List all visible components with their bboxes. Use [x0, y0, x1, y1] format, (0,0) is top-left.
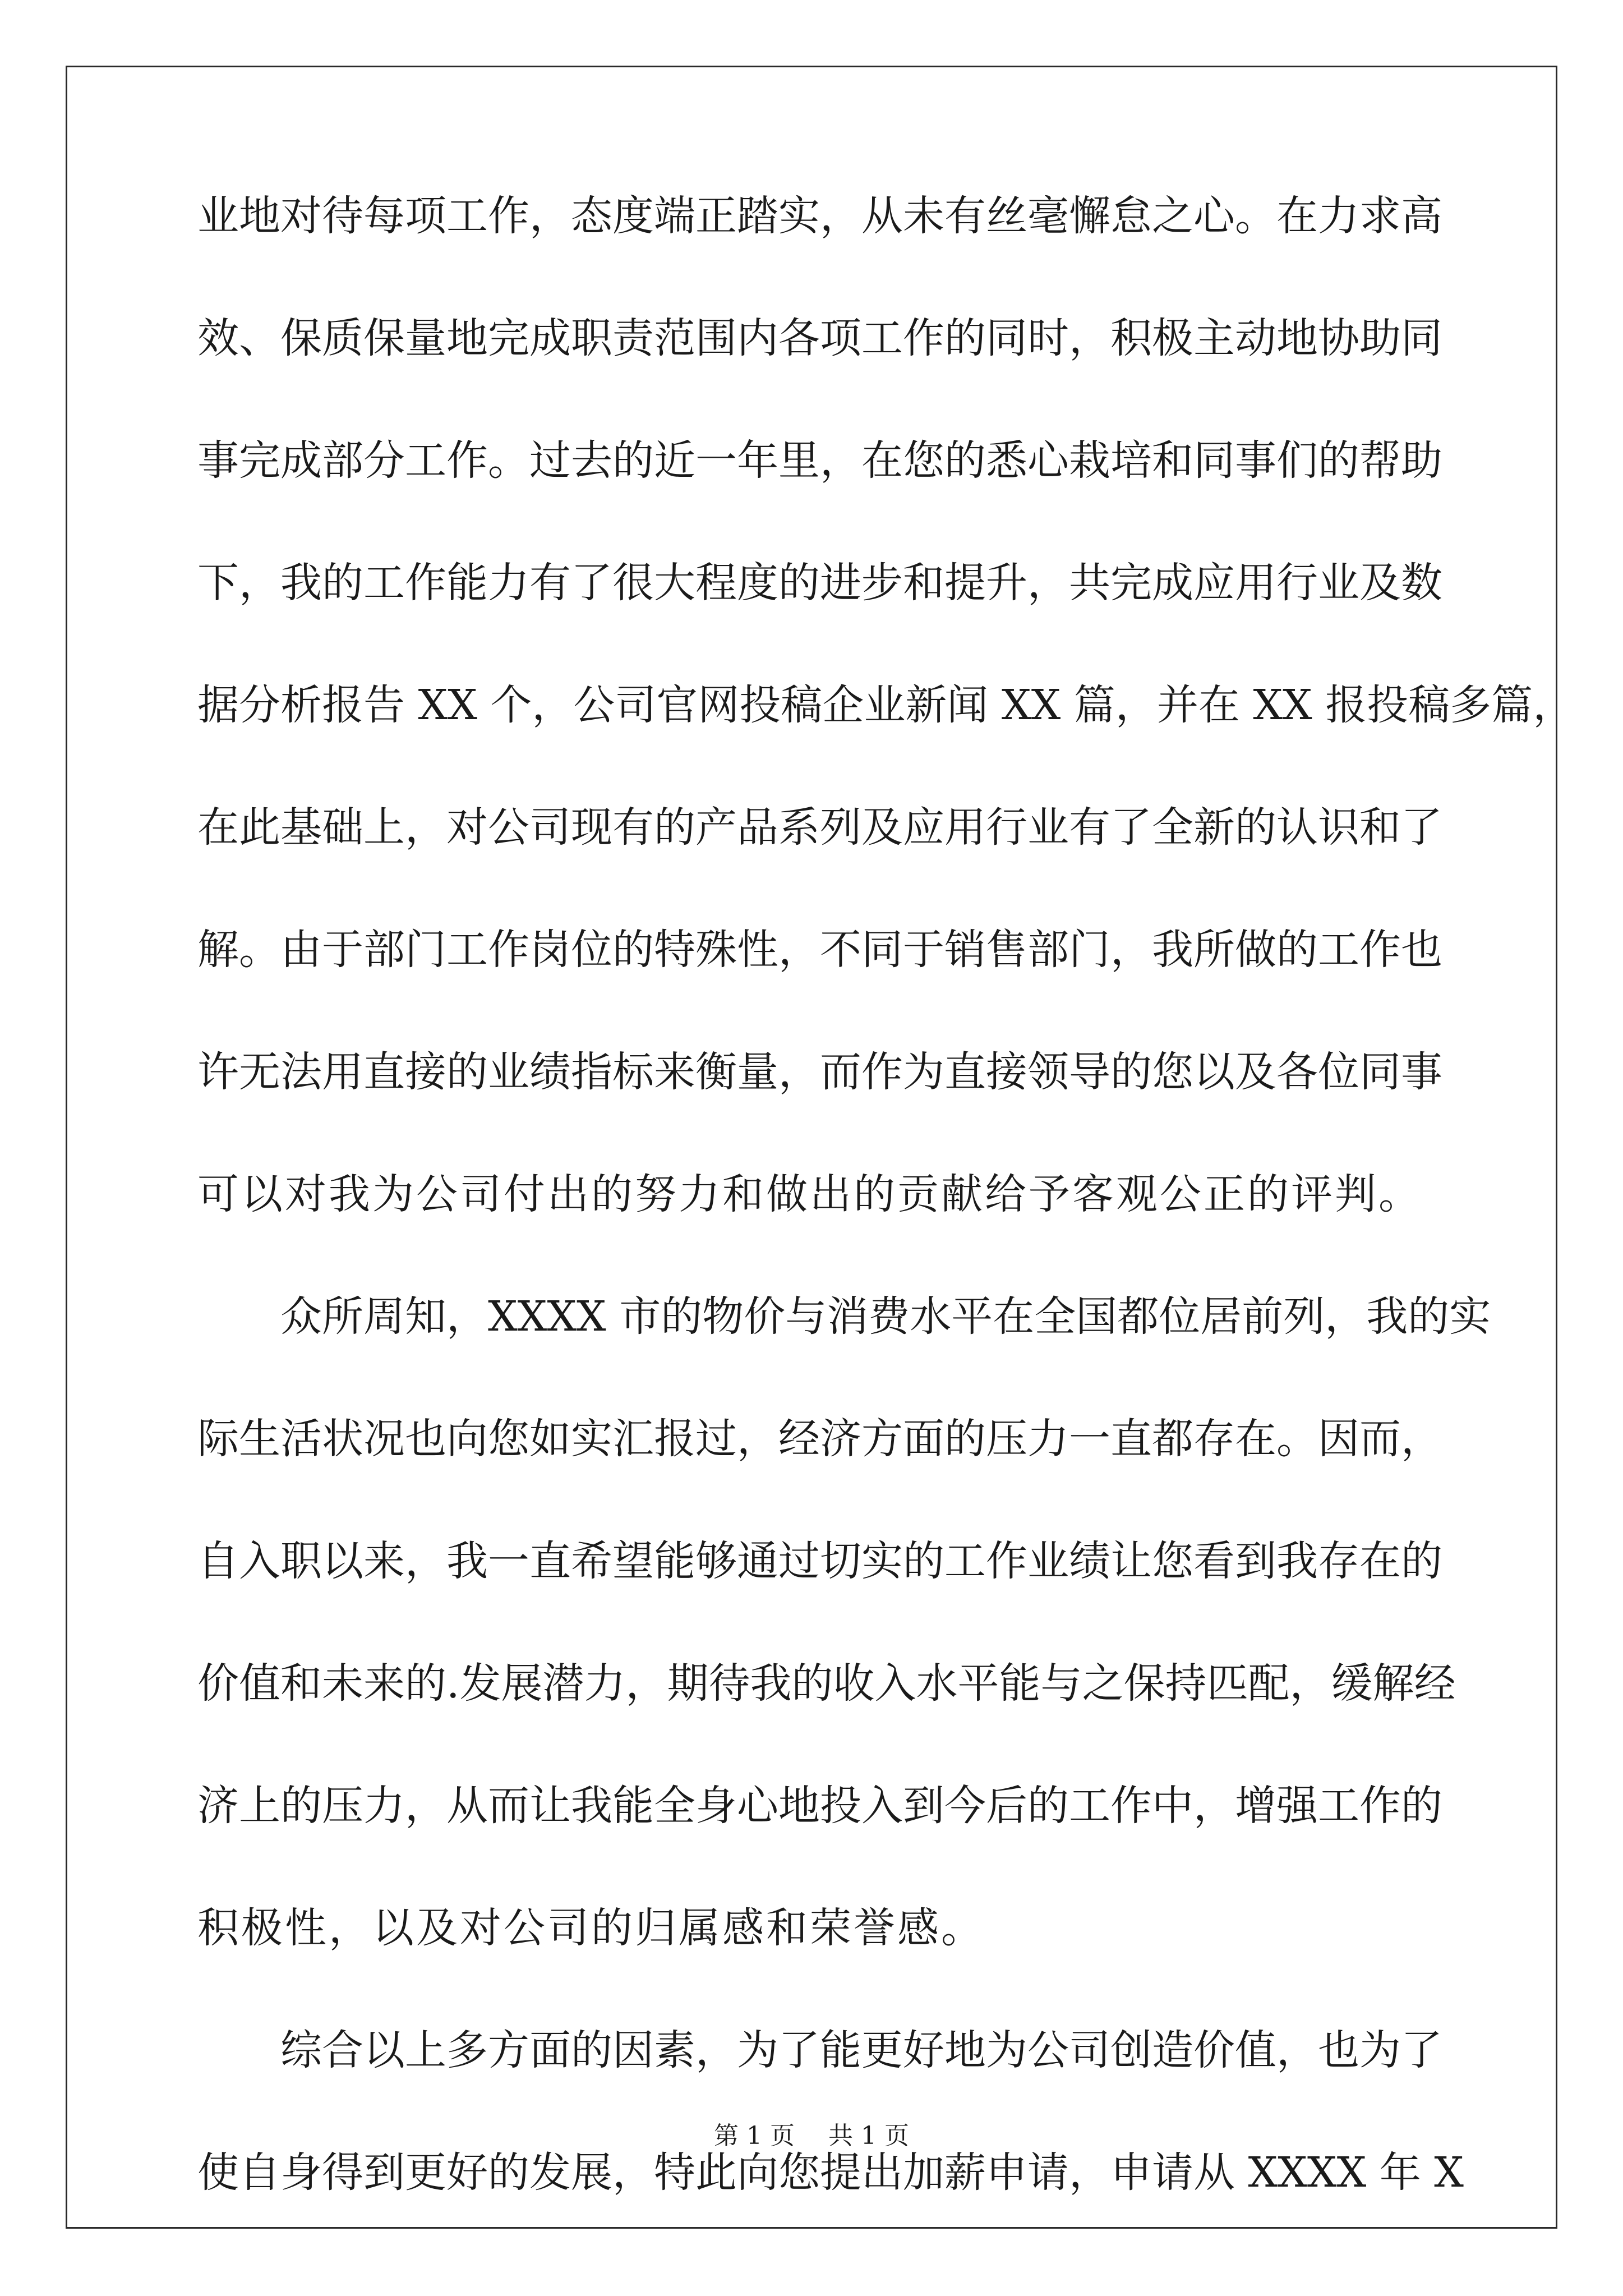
body-line: 积极性，以及对公司的归属感和荣誉感。 — [197, 1904, 985, 1952]
body-line: 许无法用直接的业绩指标来衡量，而作为直接领导的您以及各位同事 — [197, 1048, 1442, 1096]
body-line: 效、保质保量地完成职责范围内各项工作的同时，积极主动地协助同 — [197, 314, 1442, 362]
body-line: 自入职以来，我一直希望能够通过切实的工作业绩让您看到我存在的 — [197, 1537, 1442, 1585]
page-footer — [0, 2119, 1623, 2153]
body-line: 济上的压力，从而让我能全身心地投入到今后的工作中，增强工作的 — [197, 1782, 1442, 1830]
body-line: 下，我的工作能力有了很大程度的进步和提升，共完成应用行业及数 — [197, 559, 1442, 607]
paragraph-first-line: 综合以上多方面的因素，为了能更好地为公司创造价值，也为了 — [280, 2026, 1442, 2074]
body-line: 业地对待每项工作，态度端正踏实，从未有丝毫懈怠之心。在力求高 — [197, 192, 1442, 240]
page-number: 第 1 页 — [714, 2122, 795, 2150]
body-line: 际生活状况也向您如实汇报过，经济方面的压力一直都存在。因而， — [197, 1415, 1442, 1463]
paragraph-first-line: 众所周知，XXXX 市的物价与消费水平在全国都位居前列，我的实 — [280, 1292, 1491, 1341]
body-line: 使自身得到更好的发展，特此向您提出加薪申请，申请从 XXXX 年 X — [197, 2148, 1464, 2197]
page-total: 共 1 页 — [828, 2122, 909, 2150]
body-line: 可以对我为公司付出的努力和做出的贡献给予客观公正的评判。 — [197, 1170, 1422, 1218]
body-line: 价值和未来的.发展潜力，期待我的收入水平能与之保持匹配，缓解经 — [197, 1659, 1456, 1708]
body-line: 据分析报告 XX 个，公司官网投稿企业新闻 XX 篇，并在 XX 报投稿多篇， — [197, 681, 1575, 729]
body-line: 解。由于部门工作岗位的特殊性，不同于销售部门，我所做的工作也 — [197, 926, 1442, 974]
body-line: 事完成部分工作。过去的近一年里，在您的悉心栽培和同事们的帮助 — [197, 436, 1442, 485]
body-line: 在此基础上，对公司现有的产品系列及应用行业有了全新的认识和了 — [197, 803, 1442, 852]
